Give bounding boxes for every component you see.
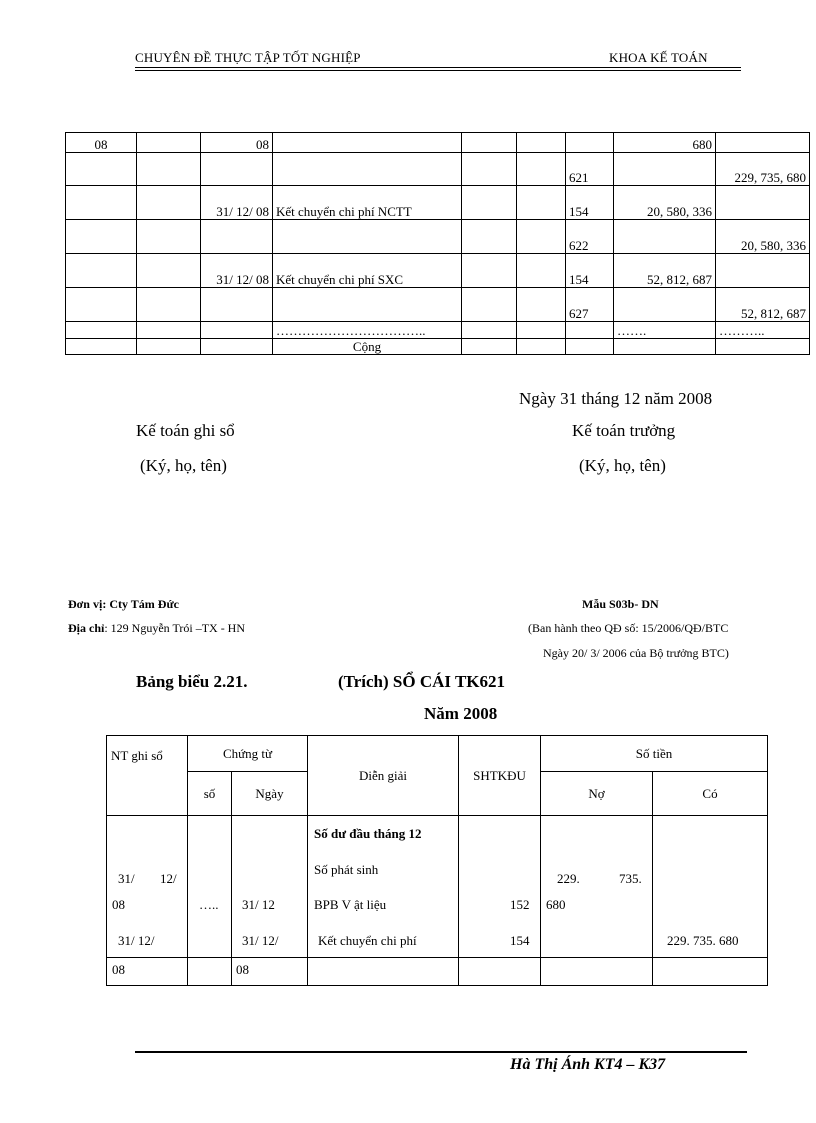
cell: 52, 812, 687 xyxy=(614,254,716,288)
row1-voucher-no: ….. xyxy=(199,897,219,912)
header-rule xyxy=(135,67,741,68)
cell xyxy=(273,153,462,186)
cell xyxy=(273,288,462,322)
signature-right-title: Kế toán trưởng xyxy=(572,421,676,440)
cell xyxy=(137,220,201,254)
cell xyxy=(66,153,137,186)
cell: 622 xyxy=(566,220,614,254)
ledger-title: (Trích) SỔ CÁI TK621 xyxy=(338,672,506,691)
cell xyxy=(188,958,232,986)
table-row xyxy=(66,254,810,288)
table-row xyxy=(66,186,810,220)
col-header-debit: Nợ xyxy=(541,772,653,816)
row1-voucher-date: 31/ 12 xyxy=(242,897,275,912)
cell xyxy=(517,322,566,339)
cell: 154 xyxy=(566,186,614,220)
col-header-date: NT ghi sổ xyxy=(107,736,188,816)
cell xyxy=(66,220,137,254)
unit-address-label: Địa chỉ xyxy=(68,621,105,635)
cell xyxy=(566,339,614,355)
col-header-voucher-date: Ngày xyxy=(232,772,308,816)
cell xyxy=(137,339,201,355)
cell xyxy=(66,322,137,339)
cell xyxy=(462,153,517,186)
row2-credit: 229. 735. 680 xyxy=(667,933,739,948)
cell xyxy=(614,288,716,322)
header-left: CHUYÊN ĐỀ THỰC TẬP TỐT NGHIỆP xyxy=(135,50,361,65)
table-row xyxy=(66,220,810,254)
cell xyxy=(614,339,716,355)
row1-date-b: 12/ xyxy=(160,871,177,886)
table-row xyxy=(66,322,810,339)
row1-debit-c: 680 xyxy=(546,897,566,912)
cell: 08 xyxy=(201,133,273,153)
header-rule-2 xyxy=(135,70,741,71)
cell: 20, 580, 336 xyxy=(716,220,810,254)
cell: 20, 580, 336 xyxy=(614,186,716,220)
cell: ……….. xyxy=(716,322,810,339)
cell xyxy=(137,288,201,322)
cell: 31/ 12/ 08 xyxy=(201,254,273,288)
signature-left-sub: (Ký, họ, tên) xyxy=(140,456,227,475)
cell: 627 xyxy=(566,288,614,322)
cell xyxy=(716,254,810,288)
decision-line-1: (Ban hành theo QĐ số: 15/2006/QĐ/BTC xyxy=(528,621,729,635)
cell: Kết chuyển chi phí SXC xyxy=(273,254,462,288)
cell: 229, 735, 680 xyxy=(716,153,810,186)
col-header-voucher-no: số xyxy=(188,772,232,816)
cell xyxy=(188,816,232,958)
table-label: Bảng biểu 2.21. xyxy=(136,672,248,691)
cell xyxy=(517,339,566,355)
table-row xyxy=(66,339,810,355)
arising-label: Số phát sinh xyxy=(314,862,379,877)
cell: 680 xyxy=(614,133,716,153)
cell xyxy=(614,220,716,254)
ledger-year: Năm 2008 xyxy=(424,704,498,723)
cell xyxy=(462,133,517,153)
cell xyxy=(66,288,137,322)
cell: 31/ 12/ 08 xyxy=(201,186,273,220)
cell: Kết chuyển chi phí NCTT xyxy=(273,186,462,220)
cell xyxy=(517,220,566,254)
cell xyxy=(66,339,137,355)
cell xyxy=(541,958,653,986)
col-header-amount: Số tiền xyxy=(541,736,768,772)
total-label: Cộng xyxy=(273,339,462,355)
cell xyxy=(716,339,810,355)
cell xyxy=(517,153,566,186)
table-row xyxy=(66,288,810,322)
cell: 52, 812, 687 xyxy=(716,288,810,322)
cell xyxy=(566,133,614,153)
table-row xyxy=(66,133,810,153)
cell xyxy=(201,288,273,322)
row1-date-a: 31/ xyxy=(118,871,135,886)
col-header-credit: Có xyxy=(653,772,768,816)
cell xyxy=(462,220,517,254)
unit-address xyxy=(68,621,245,636)
cell xyxy=(462,322,517,339)
cell xyxy=(566,322,614,339)
decision-line-2: Ngày 20/ 3/ 2006 của Bộ trưởng BTC) xyxy=(543,646,729,660)
cell xyxy=(137,322,201,339)
cell: 621 xyxy=(566,153,614,186)
row2-voucher-date: 31/ 12/ xyxy=(242,933,279,948)
cell xyxy=(462,254,517,288)
form-code: Mẫu S03b- DN xyxy=(582,597,659,611)
cell xyxy=(517,254,566,288)
signature-left-title: Kế toán ghi sổ xyxy=(136,421,235,440)
cell xyxy=(462,339,517,355)
cell xyxy=(517,186,566,220)
cell xyxy=(201,153,273,186)
row2-desc: Kết chuyển chi phí xyxy=(318,933,417,948)
unit-name-label: Đơn vị: xyxy=(68,597,107,611)
row3-voucher-date: 08 xyxy=(236,962,249,977)
cell xyxy=(137,153,201,186)
cell xyxy=(716,186,810,220)
cell xyxy=(66,186,137,220)
signature-right-sub: (Ký, họ, tên) xyxy=(579,456,666,475)
cell xyxy=(137,254,201,288)
cell xyxy=(517,133,566,153)
footer-rule xyxy=(135,1051,747,1053)
unit-name xyxy=(68,597,179,612)
cell xyxy=(462,186,517,220)
header-right: KHOA KẾ TOÁN xyxy=(609,50,708,65)
cell xyxy=(653,958,768,986)
cell xyxy=(273,220,462,254)
unit-address-value: : 129 Nguyễn Trói –TX - HN xyxy=(104,621,246,635)
row2-account: 154 xyxy=(510,933,530,948)
row3-date: 08 xyxy=(112,962,125,977)
cell xyxy=(201,220,273,254)
journal-table-continued xyxy=(65,132,810,355)
cell xyxy=(462,288,517,322)
cell: 08 xyxy=(66,133,137,153)
row1-debit-b: 735. xyxy=(619,871,642,886)
cell xyxy=(137,133,201,153)
table-row xyxy=(66,153,810,186)
cell: 154 xyxy=(566,254,614,288)
row1-desc: BPB V ật liệu xyxy=(314,897,387,912)
col-header-voucher: Chứng từ xyxy=(188,736,308,772)
signature-date: Ngày 31 tháng 12 năm 2008 xyxy=(519,389,713,408)
row1-account: 152 xyxy=(510,897,530,912)
cell: …………………………….. xyxy=(273,322,462,339)
cell xyxy=(201,339,273,355)
footer-author: Hà Thị Ánh KT4 – K37 xyxy=(510,1056,666,1073)
row1-debit-a: 229. xyxy=(557,871,580,886)
row1-date-c: 08 xyxy=(112,897,125,912)
cell: ……. xyxy=(614,322,716,339)
cell xyxy=(517,288,566,322)
table-row xyxy=(107,958,768,986)
cell xyxy=(308,958,459,986)
cell xyxy=(273,133,462,153)
col-header-account: SHTKĐU xyxy=(459,736,541,816)
row2-date: 31/ 12/ xyxy=(118,933,155,948)
cell xyxy=(614,153,716,186)
cell xyxy=(716,133,810,153)
cell xyxy=(137,186,201,220)
col-header-desc: Diễn giải xyxy=(308,736,459,816)
opening-balance: Số dư đầu tháng 12 xyxy=(314,826,422,841)
cell xyxy=(201,322,273,339)
cell xyxy=(66,254,137,288)
unit-name-value: Cty Tám Đức xyxy=(109,597,179,611)
cell xyxy=(459,958,541,986)
